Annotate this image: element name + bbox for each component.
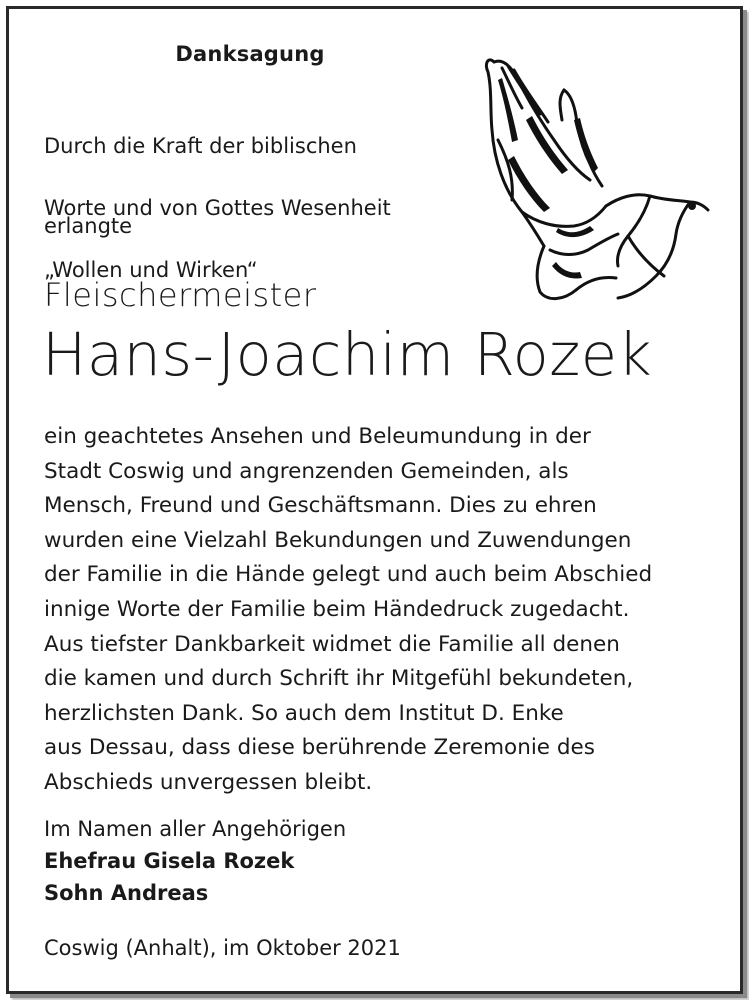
body-line: Stadt Coswig und angrenzenden Gemeinden, als: [44, 458, 569, 484]
deceased-title: Fleischermeister: [44, 276, 317, 314]
deceased-name: Hans-Joachim Rozek: [42, 320, 653, 389]
place-date: Coswig (Anhalt), im Oktober 2021: [44, 936, 401, 960]
body-line: Aus tiefster Dankbarkeit widmet die Familie all denen: [44, 631, 620, 657]
signatory-son: Sohn Andreas: [44, 881, 209, 905]
body-line: Abschieds unvergessen bleibt.: [44, 769, 373, 795]
notice-heading: Danksagung: [175, 42, 325, 66]
intro-line: Worte und von Gottes Wesenheit: [44, 196, 391, 220]
body-line: aus Dessau, dass diese berührende Zeremonie des: [44, 735, 595, 761]
body-line: die kamen und durch Schrift ihr Mitgefühl bekundeten,: [44, 666, 634, 692]
body-line: ein geachtetes Ansehen und Beleumundung in der: [44, 424, 591, 449]
body-line: innige Worte der Familie beim Händedruck zugedacht.: [44, 596, 630, 622]
erlangte-text: erlangte: [44, 214, 133, 238]
praying-hands-with-dove-icon: [478, 50, 714, 306]
body-line: wurden eine Vielzahl Bekundungen und Zuwendungen: [44, 527, 632, 553]
closing-intro: Im Namen aller Angehörigen: [44, 817, 347, 841]
body-line: Mensch, Freund und Geschäftsmann. Dies zu ehren: [44, 493, 597, 519]
intro-line: „Wollen und Wirken“: [44, 258, 258, 282]
closing-block: [44, 813, 346, 909]
signatory-wife: Ehefrau Gisela Rozek: [44, 849, 295, 873]
body-line: herzlichsten Dank. So auch dem Institut D. Enke: [44, 700, 564, 726]
body-text: [44, 420, 652, 801]
intro-line: Durch die Kraft der biblischen: [44, 134, 357, 158]
body-line: der Familie in die Hände gelegt und auch beim Abschied: [44, 562, 653, 588]
